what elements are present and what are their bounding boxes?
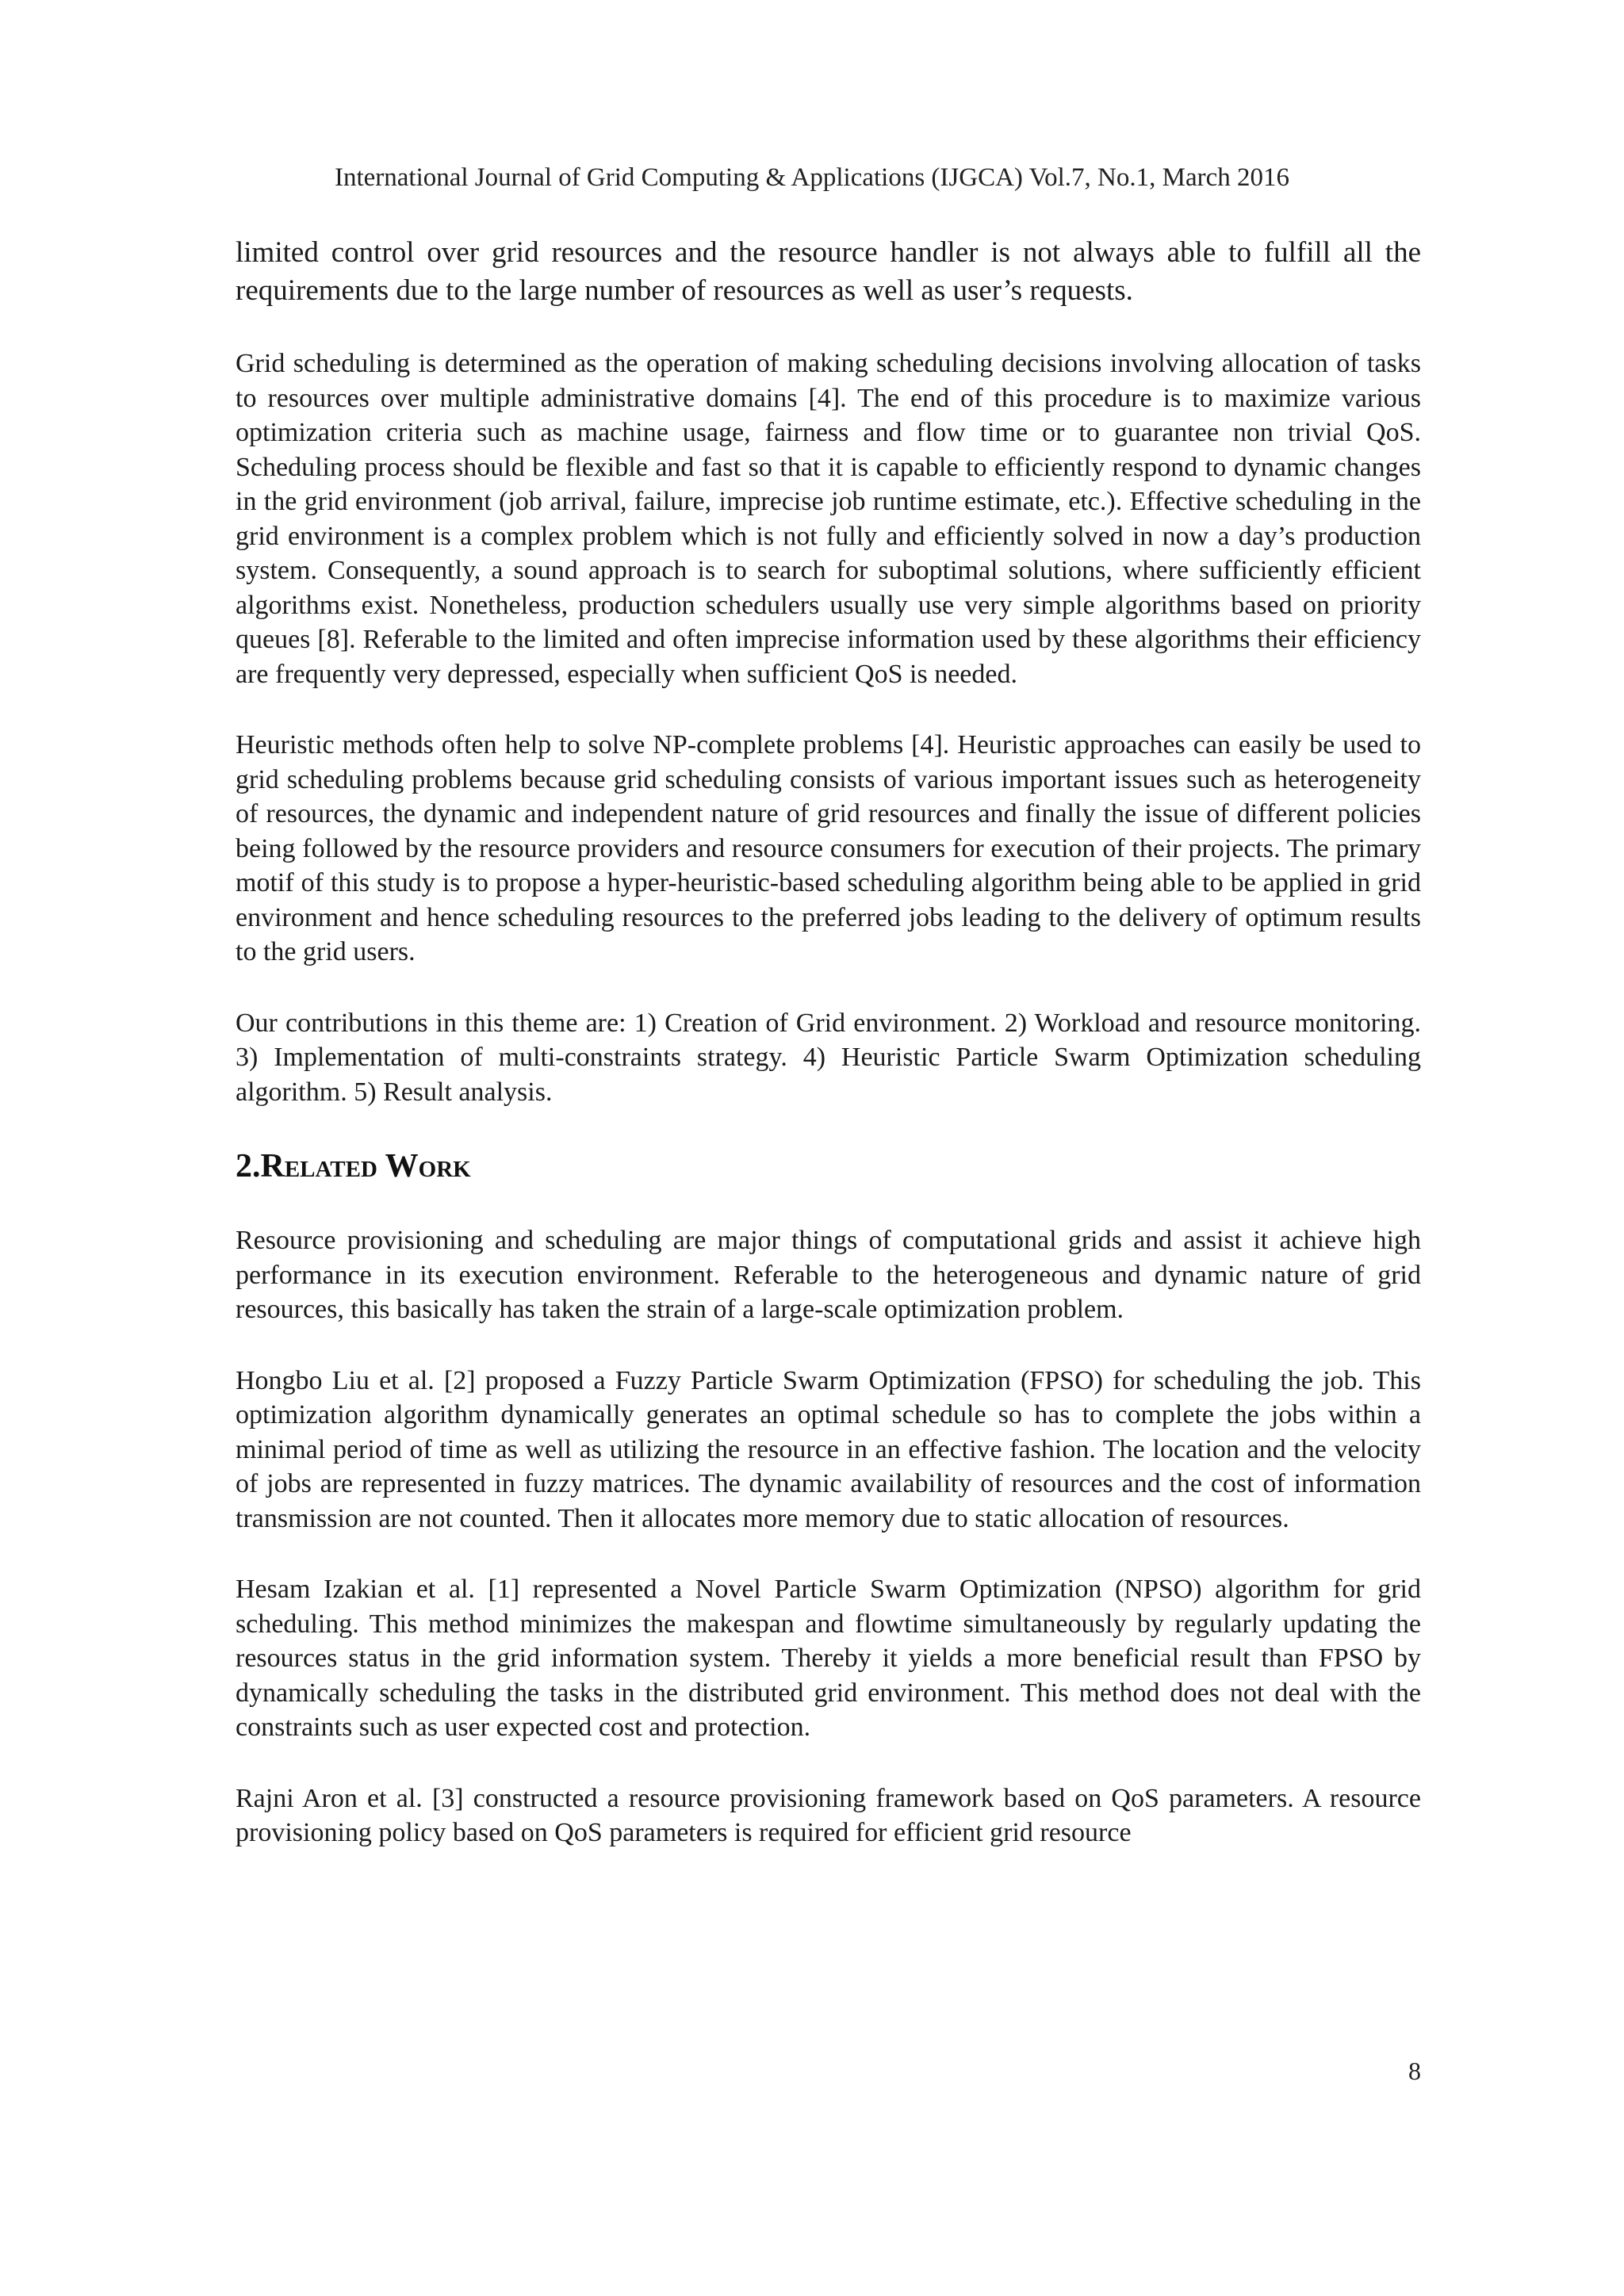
body-content bbox=[236, 234, 1421, 1850]
paragraph-hongbo-liu: Hongbo Liu et al. [2] proposed a Fuzzy Particle Swarm Optimization (FPSO) for scheduling the job. This optimization algorithm dynamically generates an optimal schedule so has to complete the jobs within a minimal period of time as well as utilizing the resource in an effective fashion. The location and the velocity of jobs are represented in fuzzy matrices. The dynamic availability of resources and the cost of information transmission are not counted. Then it allocates more memory due to static allocation of resources. bbox=[236, 1365, 1421, 1533]
running-header: International Journal of Grid Computing & Applications (IJGCA) Vol.7, No.1, March 2016 bbox=[334, 163, 1290, 192]
paragraph-grid-scheduling: Grid scheduling is determined as the operation of making scheduling decisions involving allocation of tasks to resources over multiple administrative domains [4]. The end of this procedure is to maximize various optimization criteria such as machine usage, fairness and flow time or to guarantee non trivial QoS. Scheduling process should be flexible and fast so that it is capable to efficiently respond to dynamic changes in the grid environment (job arrival, failure, imprecise job runtime estimate, etc.). Effective scheduling in the grid environment is a complex problem which is not fully and efficiently solved in now a day’s production system. Consequently, a sound approach is to search for suboptimal solutions, where sufficiently efficient algorithms exist. Nonetheless, production schedulers usually use very simple algorithms based on priority queues [8]. Referable to the limited and often imprecise information used by these algorithms their efficiency are frequently very depressed, especially when sufficient QoS is needed. bbox=[236, 349, 1421, 689]
paragraph-heuristic-methods: Heuristic methods often help to solve NP-complete problems [4]. Heuristic approaches can easily be used to grid scheduling problems because grid scheduling consists of various important issues such as heterogeneity of resources, the dynamic and independent nature of grid resources and finally the issue of different policies being followed by the resource providers and resource consumers for execution of their projects. The primary motif of this study is to propose a hyper-heuristic-based scheduling algorithm being able to be applied in grid environment and hence scheduling resources to the preferred jobs leading to the delivery of optimum results to the grid users. bbox=[236, 730, 1421, 966]
paragraph-resource-provisioning: Resource provisioning and scheduling are major things of computational grids and assist it achieve high performance in its execution environment. Referable to the heterogeneous and dynamic nature of grid resources, this basically has taken the strain of a large-scale optimization problem. bbox=[236, 1226, 1421, 1324]
paragraph-intro-continuation: limited control over grid resources and the resource handler is not always able to fulfill all the requirements due to the large number of resources as well as user’s requests. bbox=[236, 236, 1421, 307]
page-number: 8 bbox=[1408, 2057, 1421, 2085]
paragraph-contributions: Our contributions in this theme are: 1) Creation of Grid environment. 2) Workload and resource monitoring. 3) Implementation of multi-constraints strategy. 4) Heuristic Particle Swarm Optimization scheduling algorithm. 5) Result analysis. bbox=[236, 1008, 1421, 1107]
section-heading-related-work bbox=[236, 1146, 1421, 1187]
paragraph-hesam-izakian: Hesam Izakian et al. [1] represented a Novel Particle Swarm Optimization (NPSO) algorithm for grid scheduling. This method minimizes the makespan and flowtime simultaneously by regularly updating the resources status in the grid information system. Thereby it yields a more beneficial result than FPSO by dynamically scheduling the tasks in the distributed grid environment. This method does not deal with the constraints such as user expected cost and protection. bbox=[236, 1575, 1421, 1742]
section-number: 2. bbox=[236, 1148, 261, 1184]
section-title: Related Work bbox=[260, 1148, 471, 1184]
paragraph-rajni-aron: Rajni Aron et al. [3] constructed a resource provisioning framework based on QoS parameters. A resource provisioning policy based on QoS parameters is required for efficient grid resource bbox=[236, 1783, 1421, 1847]
